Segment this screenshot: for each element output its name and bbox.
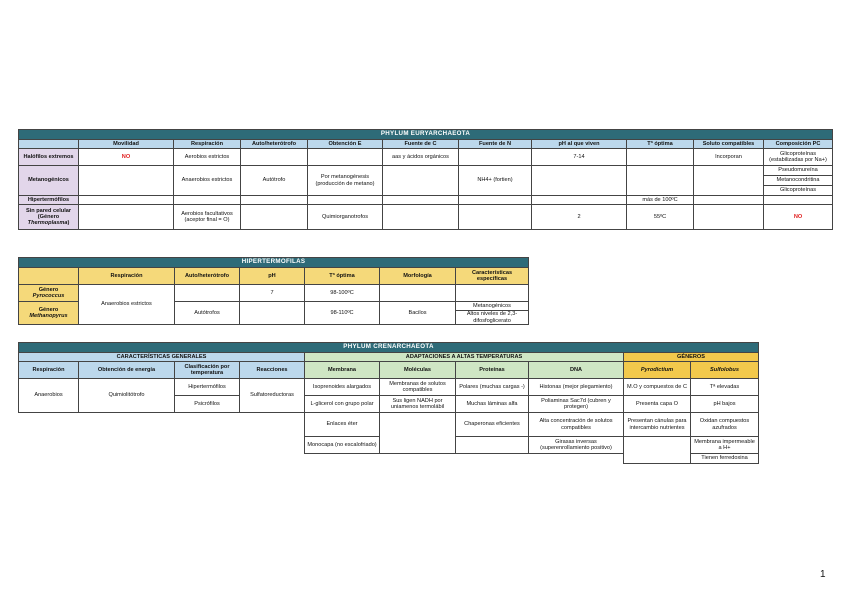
cell: 98-100ºC: [305, 285, 380, 302]
column-header: Respiración: [19, 362, 79, 379]
column-header: Movilidad: [79, 140, 174, 149]
column-header: Morfología: [380, 268, 456, 285]
column-header: Fuente de C: [383, 140, 459, 149]
cell: [456, 285, 529, 302]
empty-cell: [19, 437, 79, 454]
column-header: pH al que viven: [532, 140, 627, 149]
cell: Membranas de solutos compatibles: [380, 379, 456, 396]
column-header: Tª óptima: [305, 268, 380, 285]
column-header: Auto/heterótrofo: [241, 140, 308, 149]
cell: [383, 166, 459, 196]
cell: Autótrofos: [175, 302, 240, 325]
cell: Oxidan compuestos azufrados: [691, 413, 759, 437]
empty-cell: [79, 437, 175, 454]
cell: [383, 196, 459, 205]
cell: Sulfatoreductoras: [240, 379, 305, 413]
row-label: Metanogénicos: [19, 166, 79, 196]
cell: [532, 166, 627, 196]
cell: L-glicerol con grupo polar: [305, 396, 380, 413]
column-header: Pyrodictium: [624, 362, 691, 379]
header-blank: [19, 268, 79, 285]
column-header: Auto/heterótrofo: [175, 268, 240, 285]
cell: Glicoproteínas (estabilizadas por Na+): [764, 149, 833, 166]
empty-cell: [456, 454, 529, 464]
cell: [459, 205, 532, 230]
empty-cell: [305, 454, 380, 464]
cell: Bacilos: [380, 302, 456, 325]
column-header: Membrana: [305, 362, 380, 379]
cell: Presenta capa O: [624, 396, 691, 413]
empty-cell: [240, 413, 305, 437]
cell: [383, 205, 459, 230]
column-header: Reacciones: [240, 362, 305, 379]
hipertermofilas-table: [18, 257, 529, 325]
cell: [79, 196, 174, 205]
cell: Presentan cánulas para intercambio nutrientes: [624, 413, 691, 437]
cell: [380, 285, 456, 302]
column-header: Respiración: [79, 268, 175, 285]
column-header: Composición PC: [764, 140, 833, 149]
cell: NO: [764, 205, 833, 230]
column-header: Soluto compatibles: [694, 140, 764, 149]
cell: [694, 196, 764, 205]
cell: [764, 196, 833, 205]
cell: [380, 413, 456, 454]
cell: 2: [532, 205, 627, 230]
cell: Psicrófilos: [175, 396, 240, 413]
cell: Girasas inversas (superenrollamiento positivo): [529, 437, 624, 454]
empty-cell: [79, 454, 175, 464]
empty-cell: [19, 454, 79, 464]
cell: Autótrofo: [241, 166, 308, 196]
empty-cell: [240, 454, 305, 464]
cell: Anaerobios estrictos: [79, 285, 175, 325]
column-header: DNA: [529, 362, 624, 379]
cell: NH4+ (fortien): [459, 166, 532, 196]
group-header: GÉNEROS: [624, 353, 759, 362]
table-title: PHYLUM CRENARCHAEOTA: [19, 343, 759, 353]
cell: Altos niveles de 2,3-difosfoglicerato: [456, 311, 529, 325]
cell: Incorporan: [694, 149, 764, 166]
cell: [624, 437, 691, 464]
empty-cell: [175, 413, 240, 437]
table-title: HIPERTERMÓFILAS: [19, 258, 529, 268]
cell: Quimiorganotrofos: [308, 205, 383, 230]
cell: Glicoproteínas: [764, 186, 833, 196]
page-number: 1: [820, 569, 826, 580]
column-header: Clasificación por temperatura: [175, 362, 240, 379]
cell: Hipertermófilos: [175, 379, 240, 396]
table-title: PHYLUM EURYARCHAEOTA: [19, 130, 833, 140]
cell: aas y ácidos orgánicos: [383, 149, 459, 166]
cell: Aerobios facultativos (aceptor final = O): [174, 205, 241, 230]
cell: [241, 205, 308, 230]
column-header: Características específicas: [456, 268, 529, 285]
cell: Membrana impermeable a H+: [691, 437, 759, 454]
cell: Isoprenoides alargados: [305, 379, 380, 396]
cell: Sus ligen NADH por uniamenos termolábil: [380, 396, 456, 413]
cell: Chaperonas eficientes: [456, 413, 529, 437]
cell: Alta concentración de solutos compatibles: [529, 413, 624, 437]
cell: [79, 166, 174, 196]
cell: más de 100ºC: [627, 196, 694, 205]
column-header: Moléculas: [380, 362, 456, 379]
cell: [459, 196, 532, 205]
cell: [694, 166, 764, 196]
column-header: Proteínas: [456, 362, 529, 379]
cell: 7-14: [532, 149, 627, 166]
column-header: Tª óptima: [627, 140, 694, 149]
cell: Por metanogénesis (producción de metano): [308, 166, 383, 196]
cell: Monocapa (no escalofriado): [305, 437, 380, 454]
empty-cell: [380, 454, 456, 464]
cell: Metanocondritina: [764, 176, 833, 186]
cell: [694, 205, 764, 230]
cell: Anaerobios: [19, 379, 79, 413]
cell: 98-110ºC: [305, 302, 380, 325]
cell: Histonas (mejor plegamiento): [529, 379, 624, 396]
row-label: Hipertermófilos: [19, 196, 79, 205]
cell: [240, 302, 305, 325]
cell: [459, 149, 532, 166]
cell: Pseudomureína: [764, 166, 833, 176]
column-header: Sulfolobus: [691, 362, 759, 379]
row-label: Halófilos extremos: [19, 149, 79, 166]
header-blank: [19, 140, 79, 149]
crenarchaeota-table: [18, 342, 759, 464]
empty-cell: [175, 454, 240, 464]
cell: [308, 196, 383, 205]
empty-cell: [19, 413, 79, 437]
cell: Muchas láminas alfa: [456, 396, 529, 413]
euryarchaeota-table: [18, 129, 833, 230]
column-header: Obtención de energía: [79, 362, 175, 379]
row-label: Género Methanopyrus: [19, 302, 79, 325]
group-header: ADAPTACIONES A ALTAS TEMPERATURAS: [305, 353, 624, 362]
cell: [308, 149, 383, 166]
empty-cell: [529, 454, 624, 464]
empty-cell: [240, 437, 305, 454]
cell: Tienen ferredoxina: [691, 454, 759, 464]
group-header: CARACTERÍSTICAS GENERALES: [19, 353, 305, 362]
cell: Anaerobios estrictos: [174, 166, 241, 196]
empty-cell: [175, 437, 240, 454]
cell: NO: [79, 149, 174, 166]
cell: Poliaminas Sac7d (cubren y protegen): [529, 396, 624, 413]
cell: Aerobios estrictos: [174, 149, 241, 166]
cell: Enlaces éter: [305, 413, 380, 437]
row-label: Género Pyrococcus: [19, 285, 79, 302]
cell: [627, 166, 694, 196]
cell: 7: [240, 285, 305, 302]
cell: [532, 196, 627, 205]
cell: [456, 437, 529, 454]
column-header: pH: [240, 268, 305, 285]
cell: [174, 196, 241, 205]
cell: [79, 205, 174, 230]
row-label: Sin pared celular (Género Thermoplasma): [19, 205, 79, 230]
cell: Quimiolitótrofo: [79, 379, 175, 413]
column-header: Obtención E: [308, 140, 383, 149]
column-header: Fuente de N: [459, 140, 532, 149]
column-header: Respiración: [174, 140, 241, 149]
cell: Metanogénicos: [456, 302, 529, 311]
cell: [241, 149, 308, 166]
cell: [241, 196, 308, 205]
cell: M.O y compuestos de C: [624, 379, 691, 396]
cell: pH bajos: [691, 396, 759, 413]
empty-cell: [79, 413, 175, 437]
cell: [627, 149, 694, 166]
cell: [175, 285, 240, 302]
cell: Polares (muchas cargas -): [456, 379, 529, 396]
cell: 55ºC: [627, 205, 694, 230]
cell: Tª elevadas: [691, 379, 759, 396]
